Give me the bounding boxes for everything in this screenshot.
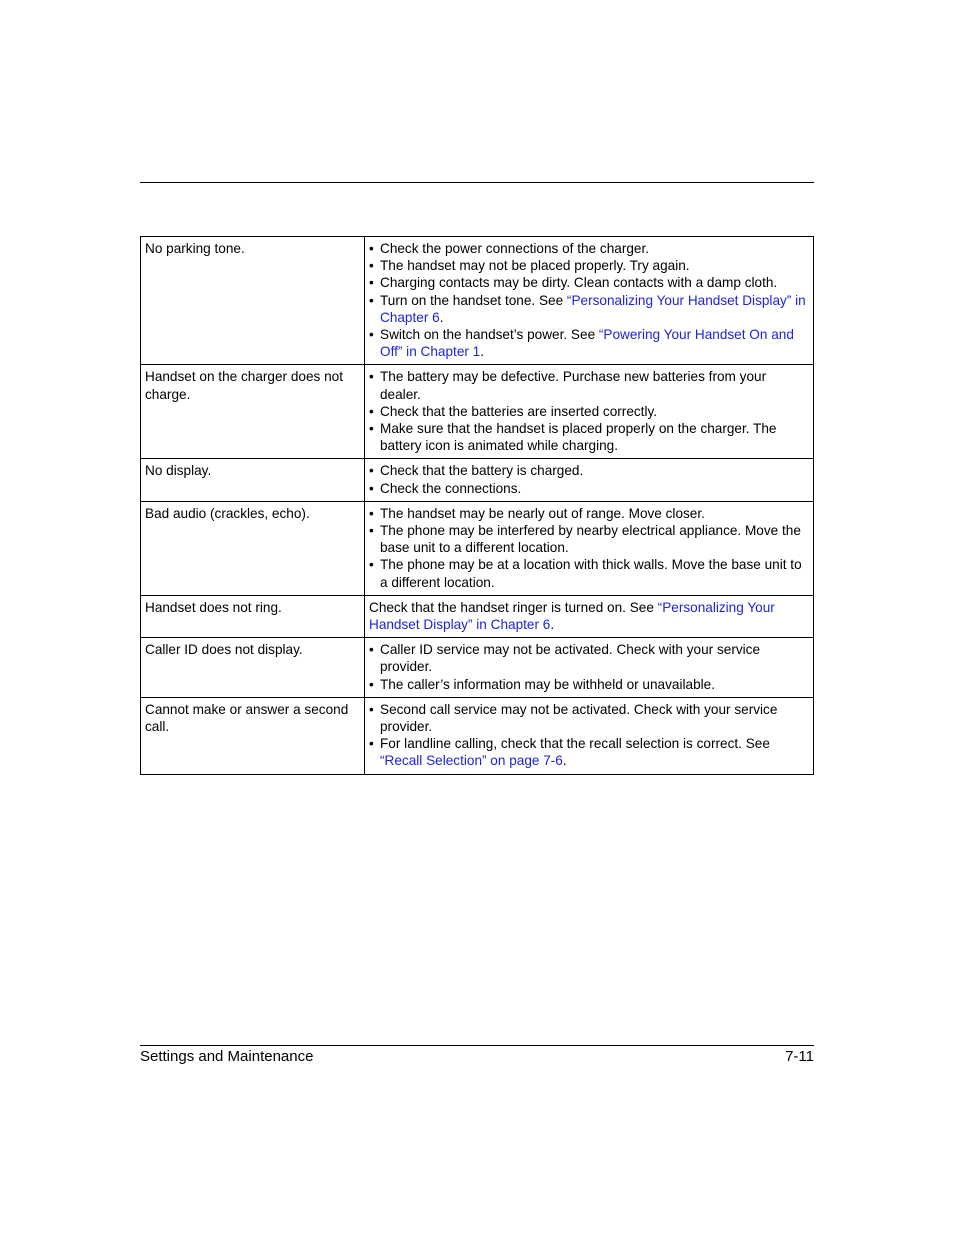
table-row xyxy=(141,697,814,774)
solution-item xyxy=(369,556,809,590)
solution-item xyxy=(369,274,809,291)
solution-text: The handset may be nearly out of range. Move closer. xyxy=(380,505,705,521)
troubleshooting-table xyxy=(140,236,814,775)
solution-text: For landline calling, check that the recall selection is correct. See xyxy=(380,736,770,752)
problem-cell: Handset on the charger does not charge. xyxy=(141,365,365,459)
solution-text: Check that the batteries are inserted correctly. xyxy=(380,403,658,419)
footer-rule xyxy=(140,1045,814,1046)
solution-cell xyxy=(365,595,814,637)
solution-text: Turn on the handset tone. See xyxy=(380,292,567,308)
problem-cell: Cannot make or answer a second call. xyxy=(141,697,365,774)
solution-text: The caller’s information may be withheld or unavailable. xyxy=(380,676,715,692)
solution-text: The battery may be defective. Purchase new batteries from your dealer. xyxy=(380,369,767,402)
solution-text: Check the power connections of the charger. xyxy=(380,241,650,256)
solution-cell xyxy=(365,638,814,698)
solution-item xyxy=(369,420,809,454)
problem-cell: No parking tone. xyxy=(141,237,365,365)
solution-list xyxy=(369,240,809,360)
bullet-icon: • xyxy=(369,403,374,419)
header-rule xyxy=(140,182,814,183)
bullet-icon: • xyxy=(369,463,374,479)
bullet-icon: • xyxy=(369,480,374,496)
solution-text: Check the connections. xyxy=(380,480,522,496)
bullet-icon: • xyxy=(369,292,374,308)
solution-item xyxy=(369,522,809,556)
problem-cell: Handset does not ring. xyxy=(141,595,365,637)
solution-text: The phone may be interfered by nearby electrical appliance. Move the base unit to a different location. xyxy=(380,523,801,556)
bullet-icon: • xyxy=(369,258,374,274)
solution-item xyxy=(369,701,809,735)
solution-item xyxy=(369,676,809,693)
cross-reference-link[interactable]: “Personalizing Your Handset Display” in Chapter 6 xyxy=(380,292,806,325)
bullet-icon: • xyxy=(369,505,374,521)
solution-cell xyxy=(365,501,814,595)
solution-list xyxy=(369,368,809,454)
cross-reference-link[interactable]: “Personalizing Your Handset Display” in Chapter 6 xyxy=(369,599,775,633)
solution-text-end: . xyxy=(550,617,555,633)
bullet-icon: • xyxy=(369,557,374,573)
solution-text: The handset may not be placed properly. Try again. xyxy=(380,258,690,274)
solution-text: Check that the handset ringer is turned on. See xyxy=(369,599,658,615)
table-row xyxy=(141,638,814,698)
table-row xyxy=(141,595,814,637)
bullet-icon: • xyxy=(369,523,374,539)
bullet-icon: • xyxy=(369,642,374,658)
solution-item xyxy=(369,292,809,326)
solution-item xyxy=(369,641,809,675)
solution-cell xyxy=(365,365,814,459)
solution-text-end: . xyxy=(439,309,444,325)
solution-text-end: . xyxy=(562,753,567,769)
solution-list xyxy=(369,641,809,693)
solution-item xyxy=(369,403,809,420)
bullet-icon: • xyxy=(369,701,374,717)
solution-text: Check that the battery is charged. xyxy=(380,463,584,479)
solution-text-end: . xyxy=(480,344,485,360)
solution-list xyxy=(369,462,809,496)
page-number: 7-11 xyxy=(785,1048,814,1065)
solution-item xyxy=(369,462,809,479)
solution-item xyxy=(369,240,809,257)
solution-text: Make sure that the handset is placed properly on the charger. The battery icon is animated while charging. xyxy=(380,421,777,454)
table-row xyxy=(141,459,814,501)
solution-text: Charging contacts may be dirty. Clean contacts with a damp cloth. xyxy=(380,275,778,291)
bullet-icon: • xyxy=(369,241,374,256)
table-row xyxy=(141,237,814,365)
solution-item xyxy=(369,368,809,402)
bullet-icon: • xyxy=(369,736,374,752)
bullet-icon: • xyxy=(369,275,374,291)
solution-item xyxy=(369,735,809,769)
problem-cell: Bad audio (crackles, echo). xyxy=(141,501,365,595)
solution-text: Caller ID service may not be activated. Check with your service provider. xyxy=(380,642,761,675)
table-row xyxy=(141,501,814,595)
footer-section-title: Settings and Maintenance xyxy=(140,1048,314,1065)
solution-cell xyxy=(365,237,814,365)
bullet-icon: • xyxy=(369,676,374,692)
solution-text: The phone may be at a location with thick walls. Move the base unit to a different location. xyxy=(380,557,802,590)
solution-list xyxy=(369,701,809,770)
solution-item xyxy=(369,257,809,274)
problem-cell: Caller ID does not display. xyxy=(141,638,365,698)
solution-item xyxy=(369,480,809,497)
solution-text: Switch on the handset’s power. See xyxy=(380,327,599,343)
cross-reference-link[interactable]: “Powering Your Handset On and Off” in Chapter 1 xyxy=(380,327,794,360)
solution-cell xyxy=(365,697,814,774)
solution-text: Second call service may not be activated. Check with your service provider. xyxy=(380,701,778,735)
bullet-icon: • xyxy=(369,369,374,385)
solution-cell xyxy=(365,459,814,501)
problem-cell: No display. xyxy=(141,459,365,501)
solution-item xyxy=(369,326,809,360)
solution-item xyxy=(369,505,809,522)
bullet-icon: • xyxy=(369,421,374,437)
bullet-icon: • xyxy=(369,327,374,343)
table-row xyxy=(141,365,814,459)
solution-list xyxy=(369,505,809,591)
cross-reference-link[interactable]: “Recall Selection” on page 7-6 xyxy=(380,753,563,769)
